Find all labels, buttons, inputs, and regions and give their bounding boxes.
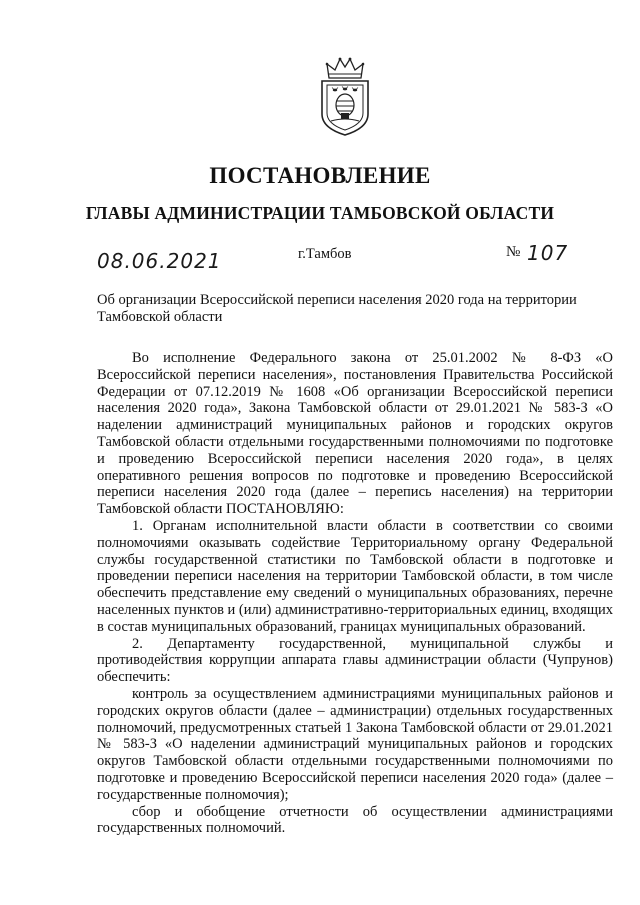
clause-2-reporting-paragraph: сбор и обобщение отчетности об осуществлении администрациями государственных полномочий. [97,803,613,837]
clause-1-paragraph: 1. Органам исполнительной власти области в соответствии со своими полномочиями оказывать содействие Территориальному органу Федеральной службы государственной статистики по Тамбовской области в подготовке и проведении переписи населения на территории Тамбовской области, в том числе обеспечить представление ему сведений о муниципальных образованиях, перечне населенных пунктов и (или) административно-территориальных единиц, входящих в состав муниципальных образований, границах муниципальных образований. [97,517,614,635]
document-subject: Об организации Всероссийской переписи населения 2020 года на территории Тамбовской области [97,292,577,325]
handwritten-document-number: 107 [527,241,569,265]
number-sign: № [506,244,521,260]
document-title: ПОСТАНОВЛЕНИЕ [209,163,431,188]
issuing-authority: ГЛАВЫ АДМИНИСТРАЦИИ ТАМБОВСКОЙ ОБЛАСТИ [85,203,555,223]
preamble-paragraph: Во исполнение Федерального закона от 25.01.2002 № 8-ФЗ «О Всероссийской переписи населения», постановления Правительства Российской Федерации от 07.12.2019 № 1608 «Об организации Всероссийской переписи населения 2020 года», Закона Тамбовской области от 29.01.2021 № 583-З «О наделении администраций муниципальных районов и городских округов Тамбовской области отдельными государственными полномочиями по подготовке и проведению Всероссийской переписи населения 2020 года», в целях оперативного решения вопросов по подготовке и проведению Всероссийской переписи населения 2020 года (далее – перепись населения) на территории Тамбовской области ПОСТАНОВЛЯЮ: [97,350,613,518]
document-body [97,350,613,837]
coat-of-arms-emblem [315,56,375,138]
clause-2-control-paragraph: контроль за осуществлением администрациями муниципальных районов и городских округов области (далее – администрации) отдельных государственных полномочий, предусмотренных статьей 1 Закона Тамбовской области от 29.01.2021 № 583-З «О наделении администраций муниципальных районов и городских округов Тамбовской области отдельными государственными полномочиями по подготовке и проведению Всероссийской переписи населения 2020 года» (далее – государственные полномочия); [97,685,613,803]
handwritten-date: 08.06.2021 [97,249,222,273]
city-label: г.Тамбов [298,246,352,262]
clause-2-paragraph: 2. Департаменту государственной, муниципальной службы и противодействия коррупции аппарата главы администрации области (Чупрунов) обеспечить: [97,635,613,686]
